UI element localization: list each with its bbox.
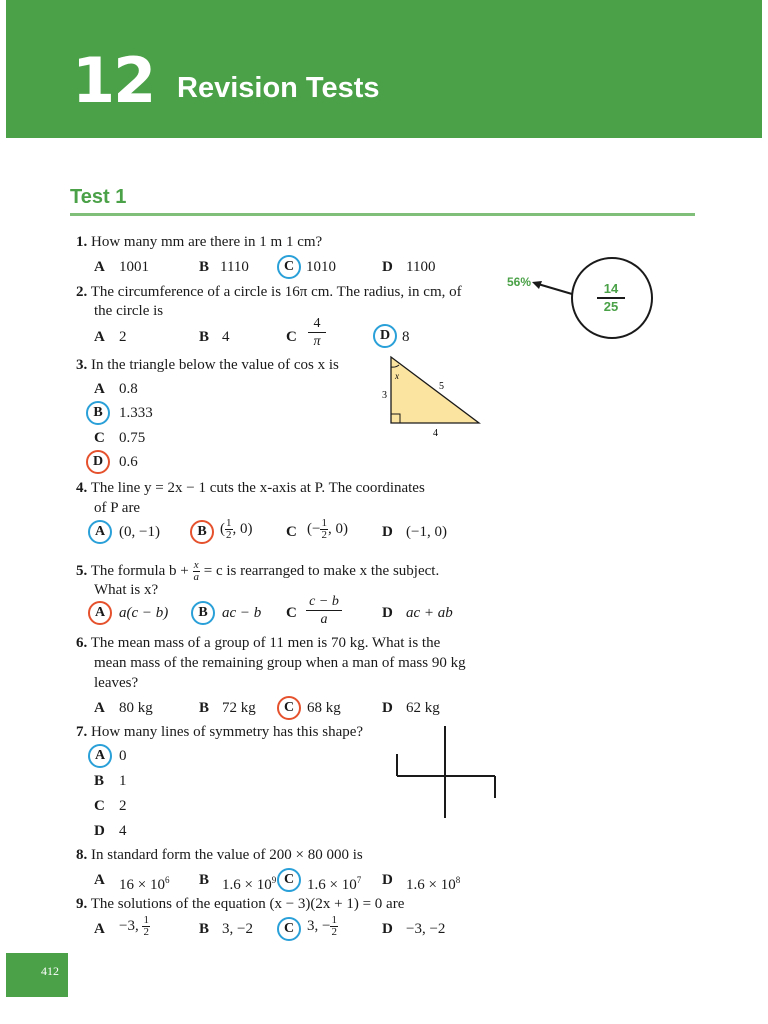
option-letter: A <box>94 329 105 345</box>
question-5: 5. The formula b + $\frac{x}{a}$ = c is rearranged to make x the subject. <box>76 559 440 583</box>
answer-mark-circle: C <box>277 868 301 892</box>
option-letter: A <box>94 259 105 275</box>
option-value: 1 <box>119 773 127 789</box>
option-value: (0, −1) <box>119 524 160 540</box>
question-text: How many lines of symmetry has this shape? <box>91 724 364 740</box>
question-8: 8. In standard form the value of 200 × 80 000 is <box>76 847 363 863</box>
option-value: 8 <box>402 329 410 345</box>
option-value: 1001 <box>119 259 149 275</box>
answer-mark-circle: B <box>86 401 110 425</box>
question-text: The line y = 2x − 1 cuts the x-axis at P. The coordinates <box>90 480 425 496</box>
option-value: 62 kg <box>406 700 440 716</box>
question-text: The mean mass of a group of 11 men is 70 kg. What is the <box>90 635 441 651</box>
option-letter: D <box>382 524 393 540</box>
symmetry-shape-diagram <box>392 724 502 824</box>
option-value: 3, −2 <box>222 921 253 937</box>
option-value: 72 kg <box>222 700 256 716</box>
option-value: −3, $\frac{1}{2}$ <box>119 914 149 938</box>
option-value: $1.6 \times 10^9$ <box>222 875 277 893</box>
option-value: 4 <box>119 823 127 839</box>
option-letter: A <box>94 872 105 888</box>
question-text: In standard form the value of 200 × 80 000 is <box>91 847 363 863</box>
answer-mark-circle: D <box>86 450 110 474</box>
option-letter: C <box>286 524 297 540</box>
triangle-angle-label: x <box>395 371 399 381</box>
triangle-side-label: 4 <box>433 428 438 439</box>
question-1: 1. How many mm are there in 1 m 1 cm? <box>76 234 323 250</box>
option-letter: B <box>94 773 105 789</box>
triangle-side-label: 5 <box>439 381 444 392</box>
option-value: (− $\frac{1}{2}$ , 0) <box>307 517 348 541</box>
option-letter: A <box>94 381 105 397</box>
score-arrow-icon <box>530 278 574 298</box>
option-letter: B <box>199 872 210 888</box>
right-triangle-diagram <box>378 352 488 439</box>
option-value: ac + ab <box>406 605 453 621</box>
answer-mark-circle: B <box>190 520 214 544</box>
option-value: ac − b <box>222 605 262 621</box>
question-3: 3. In the triangle below the value of cos x is <box>76 357 339 373</box>
score-numerator: 14 <box>597 281 625 299</box>
chapter-title: Revision Tests <box>177 72 380 104</box>
option-value: 1110 <box>220 259 249 275</box>
option-value: a(c − b) <box>119 605 169 621</box>
answer-mark-circle: A <box>88 744 112 768</box>
option-value: 4 <box>222 329 230 345</box>
question-text: How many mm are there in 1 m 1 cm? <box>91 234 323 250</box>
option-value: 68 kg <box>307 700 341 716</box>
option-value: 2 <box>119 798 127 814</box>
question-text: of P are <box>94 500 141 516</box>
heading-divider <box>70 213 695 216</box>
option-letter: C <box>286 605 297 621</box>
option-value: 80 kg <box>119 700 153 716</box>
option-letter: D <box>94 823 105 839</box>
option-letter: D <box>382 259 393 275</box>
option-letter: D <box>382 700 393 716</box>
option-letter: B <box>199 329 210 345</box>
option-letter: C <box>94 798 105 814</box>
option-value: 1100 <box>406 259 436 275</box>
option-letter: B <box>199 921 210 937</box>
question-text: leaves? <box>94 675 139 691</box>
option-letter: D <box>382 921 393 937</box>
question-text: In the triangle below the value of cos x is <box>91 357 339 373</box>
question-text: mean mass of the remaining group when a man of mass 90 kg <box>94 655 466 671</box>
question-9: 9. The solutions of the equation (x − 3)(2x + 1) = 0 are <box>76 896 405 912</box>
option-value: 0.8 <box>119 381 138 397</box>
option-letter: B <box>199 259 210 275</box>
question-text: What is x? <box>94 582 159 598</box>
option-letter: B <box>199 700 210 716</box>
question-6: 6. The mean mass of a group of 11 men is 70 kg. What is the <box>76 635 441 651</box>
question-text: The circumference of a circle is 16π cm. The radius, in cm, of <box>90 284 462 300</box>
chapter-number: 12 <box>72 44 155 117</box>
option-value: −3, −2 <box>406 921 446 937</box>
option-letter: C <box>286 329 297 345</box>
question-2: 2. The circumference of a circle is 16π cm. The radius, in cm, of <box>76 284 462 300</box>
question-4: 4. The line y = 2x − 1 cuts the x-axis at P. The coordinates <box>76 480 425 496</box>
answer-mark-circle: A <box>88 601 112 625</box>
option-value: 2 <box>119 329 127 345</box>
option-value: 0.6 <box>119 454 138 470</box>
option-value: $1.6 \times 10^8$ <box>406 875 461 893</box>
answer-mark-circle: C <box>277 917 301 941</box>
option-value: 0 <box>119 748 127 764</box>
option-value: 1010 <box>306 259 336 275</box>
page-number: 412 <box>41 964 59 978</box>
question-7: 7. How many lines of symmetry has this shape? <box>76 724 364 740</box>
option-value: 3, − $\frac{1}{2}$ <box>307 914 337 938</box>
answer-mark-circle: B <box>191 601 215 625</box>
answer-mark-circle: A <box>88 520 112 544</box>
option-value: (−1, 0) <box>406 524 447 540</box>
test-heading: Test 1 <box>70 186 127 208</box>
score-fraction <box>597 281 625 315</box>
answer-mark-circle: D <box>373 324 397 348</box>
option-letter: C <box>94 430 105 446</box>
answer-mark-circle: C <box>277 696 301 720</box>
score-percent: 56% <box>507 275 532 289</box>
option-value: ( $\frac{1}{2}$ , 0) <box>220 517 253 541</box>
option-letter: A <box>94 921 105 937</box>
score-denominator: 25 <box>603 299 619 314</box>
option-letter: A <box>94 700 105 716</box>
option-value: 1.333 <box>119 405 153 421</box>
question-text: The solutions of the equation (x − 3)(2x + 1) = 0 are <box>90 896 405 912</box>
question-text: the circle is <box>94 303 164 319</box>
option-value: $1.6 \times 10^7$ <box>307 875 362 893</box>
option-letter: D <box>382 605 393 621</box>
option-fraction: $\frac{c - b}{a}$ <box>306 593 342 628</box>
option-fraction: $\frac{4}{\pi}$ <box>308 315 326 350</box>
answer-mark-circle: C <box>277 255 301 279</box>
option-value: $16 \times 10^6$ <box>119 875 170 893</box>
option-letter: D <box>382 872 393 888</box>
triangle-side-label: 3 <box>382 390 387 401</box>
option-value: 0.75 <box>119 430 146 446</box>
